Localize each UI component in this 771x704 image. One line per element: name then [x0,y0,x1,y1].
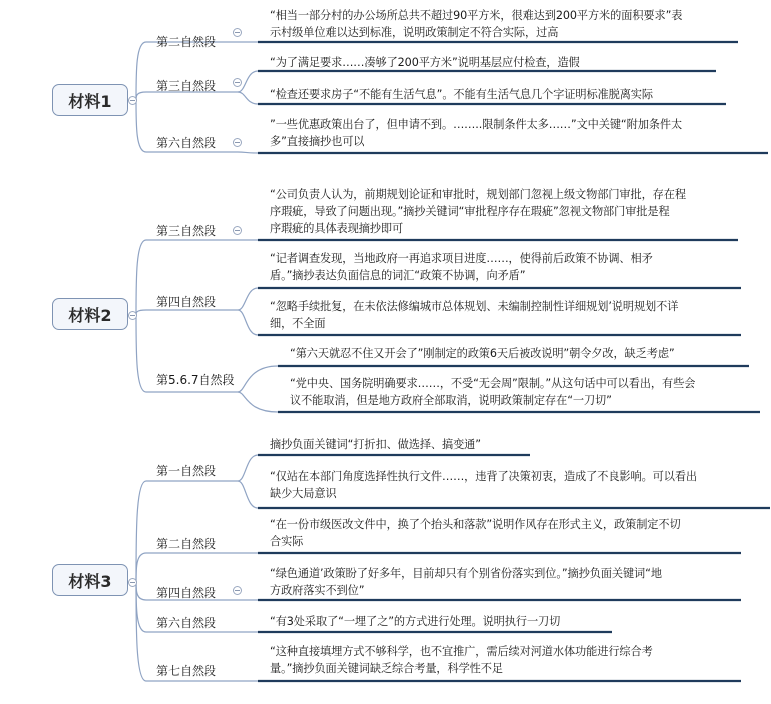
note-line: “仅站在本部门角度选择性执行文件……，违背了决策初衷，造成了不良影响。可以看出 [270,470,698,483]
note-line: “公司负责人认为，前期规划论证和审批时，规划部门忽视上级文物部门审批，存在程 [270,188,686,201]
section-label[interactable]: 第二自然段 [156,537,217,551]
note-branch [238,366,278,392]
note-branch [238,455,258,481]
note-text[interactable] [270,613,560,630]
material-node[interactable]: 材料3 [52,564,128,596]
collapse-toggle-icon[interactable] [233,586,242,595]
note-text[interactable] [270,643,653,677]
note-text[interactable] [270,468,697,502]
collapse-toggle-icon[interactable] [233,28,242,37]
note-text[interactable] [270,7,682,41]
note-text[interactable] [270,516,681,550]
note-text[interactable] [270,54,580,71]
note-line: 序瑕疵，导致了问题出现。”摘抄关键词“审批程序存在瑕疵”忽视文物部门审批是程 [270,205,670,218]
note-line: 缺少大局意识 [270,487,337,500]
note-text[interactable] [270,250,653,284]
note-branch [238,288,258,310]
material-node[interactable]: 材料1 [52,84,128,116]
note-line: 议不能取消，但是地方政府全部取消，说明政策制定存在“一刀切” [290,394,612,407]
section-label[interactable]: 第六自然段 [156,136,217,150]
section-label[interactable]: 第七自然段 [156,664,217,678]
note-line: “记者调查发现，当地政府一再追求项目进度……，使得前后政策不协调、相矛 [270,252,653,265]
note-text[interactable] [290,345,675,362]
note-line: 序瑕疵的具体表现摘抄即可 [270,222,404,235]
note-line: 多”直接摘抄也可以 [270,135,365,148]
section-label[interactable]: 第一自然段 [156,464,217,478]
collapse-toggle-icon[interactable] [128,311,137,320]
collapse-toggle-icon[interactable] [233,226,242,235]
material-node[interactable]: 材料2 [52,298,128,330]
section-label[interactable]: 第四自然段 [156,586,217,600]
note-branch [238,481,258,508]
note-text[interactable] [290,375,695,409]
note-text[interactable] [270,86,653,103]
collapse-toggle-icon[interactable] [128,96,137,105]
section-label[interactable]: 第三自然段 [156,79,217,93]
note-line: 合实际 [270,535,304,548]
section-branch [136,310,238,315]
note-line: “这种直接填埋方式不够科学，也不宜推广，需后续对河道水体功能进行综合考 [270,645,653,658]
collapse-toggle-icon[interactable] [128,578,137,587]
section-branch [136,481,238,582]
note-branch [238,92,258,104]
section-branch [136,553,238,582]
note-line: “在一份市级医改文件中，换了个抬头和落款”说明作风存在形式主义，政策制定不切 [270,518,681,531]
note-text[interactable] [270,436,481,453]
note-line: 细，不全面 [270,317,326,330]
collapse-toggle-icon[interactable] [233,78,242,87]
collapse-toggle-icon[interactable] [233,138,242,147]
note-line: “有3处采取了“一埋了之”的方式进行处理。说明执行一刀切 [270,615,561,628]
note-line: 摘抄负面关键词“打折扣、做选择、搞变通” [270,438,481,451]
section-label[interactable]: 第5.6.7自然段 [156,373,235,387]
note-line: “第六天就忍不住又开会了”刚制定的政策6天后被改说明”朝令夕改，缺乏考虑” [290,347,675,360]
note-line: “相当一部分村的办公场所总共不超过90平方米，很难达到200平方米的面积要求”表 [270,9,683,22]
note-text[interactable] [270,298,678,332]
note-line: “党中央、国务院明确要求……，不受“无会周”限制。”从这句话中可以看出，有些会 [290,377,696,390]
note-text[interactable] [270,186,686,237]
note-line: “绿色通道’政策盼了好多年，目前却只有个别省份落实到位。”摘抄负面关键词“地 [270,567,662,580]
section-label[interactable]: 第三自然段 [156,224,217,238]
note-branch [238,392,278,412]
note-branch [238,310,258,335]
note-line: “检查还要求房子“不能有生活气息”。不能有生活气息几个字证明标准脱离实际 [270,88,653,101]
section-label[interactable]: 第六自然段 [156,616,217,630]
note-text[interactable] [270,565,662,599]
section-label[interactable]: 第二自然段 [156,35,217,49]
note-line: 量。”摘抄负面关键词缺乏综合考量，科学性不足 [270,662,503,675]
note-line: ”一些优惠政策出台了，但申请不到。……..限制条件太多……”文中关键“附加条件太 [270,118,683,131]
note-line: 示村级单位难以达到标准，说明政策制定不符合实际，过高 [270,26,559,39]
note-line: 盾。”摘抄表达负面信息的词汇“政策不协调，向矛盾” [270,269,526,282]
note-branch [238,152,258,153]
note-line: “为了满足要求……凑够了200平方米”说明基层应付检查，造假 [270,56,580,69]
note-line: “忽略手续批复，在未依法修编城市总体规划、未编制控制性详细规划’说明规划不详 [270,300,679,313]
note-line: 方政府落实不到位” [270,584,365,597]
note-text[interactable] [270,116,682,150]
section-label[interactable]: 第四自然段 [156,295,217,309]
